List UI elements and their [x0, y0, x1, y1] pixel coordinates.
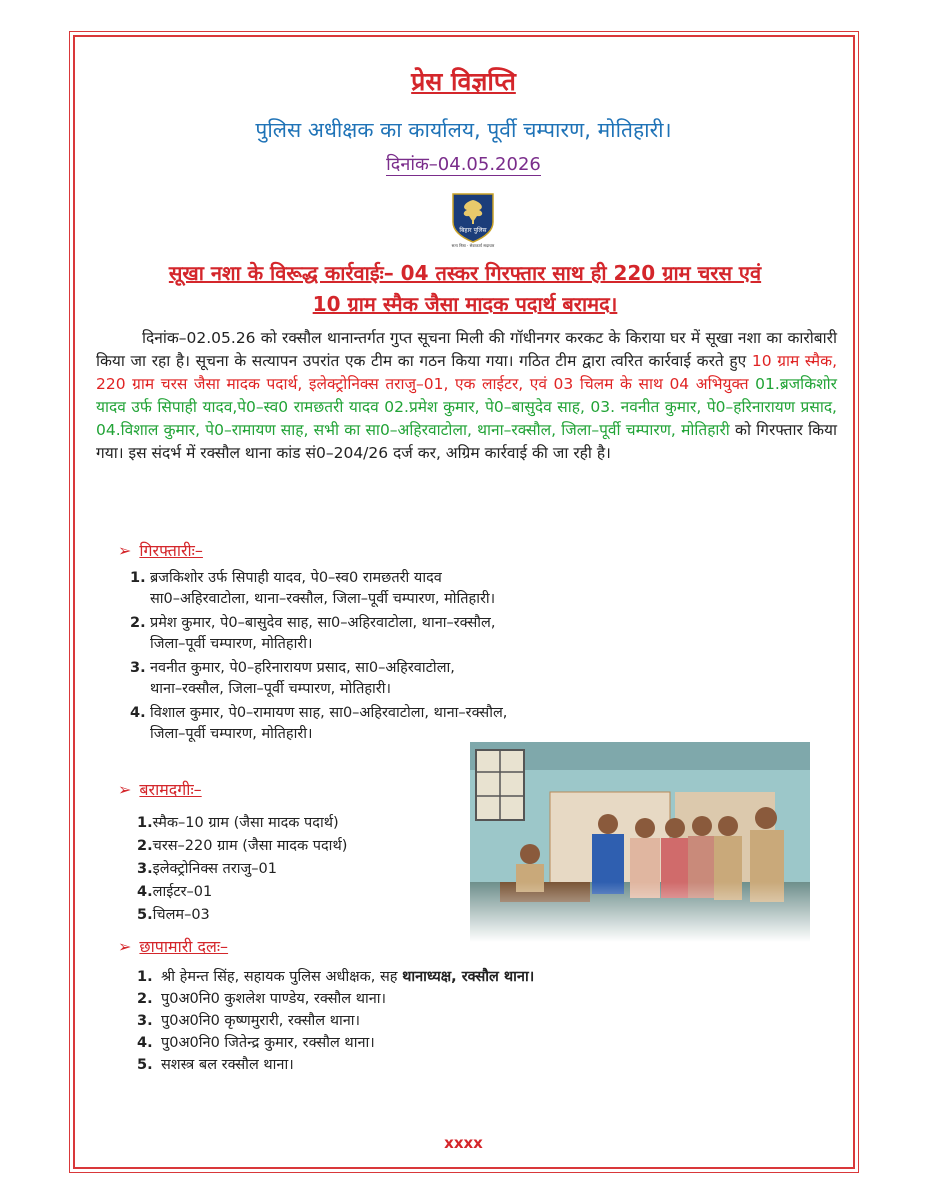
headline-line-1: सूखा नशा के विरूद्ध कार्रवाईः– 04 तस्कर गिरफ्तार साथ ही 220 ग्राम चरस एवं	[168, 261, 762, 285]
list-item: 4.लाईटर–01	[137, 884, 213, 900]
arrests-heading: ➢ गिरफ्तारीः–	[118, 541, 203, 560]
arrest-photo	[470, 742, 810, 942]
raid-team-list	[137, 966, 534, 1076]
headline-line-2: 10 ग्राम स्मैक जैसा मादक पदार्थ बरामद।	[312, 292, 618, 316]
footer-mark: xxxx	[444, 1134, 483, 1152]
list-item: 3.इलेक्ट्रोनिक्स तराजु–01	[137, 861, 277, 877]
list-item: 3. पु0अ0नि0 कृष्णमुरारी, रक्सौल थाना।	[137, 1013, 361, 1029]
press-body	[96, 327, 837, 465]
bihar-police-logo	[443, 190, 503, 248]
arrests-list	[130, 568, 600, 748]
arrow-bullet-icon: ➢	[118, 937, 132, 956]
release-date: दिनांक–04.05.2026	[386, 154, 541, 175]
list-item: 2. पु0अ0नि0 कुशलेश पाण्डेय, रक्सौल थाना।	[137, 991, 387, 1007]
list-item: 4. विशाल कुमार, पे0–रामायण साह, सा0–अहिरवाटोला, थाना–रक्सौल, जिला–पूर्वी चम्पारण, मोतिहारी।	[130, 705, 508, 742]
body-seized-items: 10 ग्राम स्मैक, 220 ग्राम चरस जैसा मादक पदार्थ, इलेक्ट्रोनिक्स तराजु–01, एक लाईटर, एवं 03 चिलम के साथ 04 अभियुक्त	[96, 352, 837, 393]
office-name: पुलिस अधीक्षक का कार्यालय, पूर्वी चम्पारण, मोतिहारी।	[255, 118, 672, 142]
arrow-bullet-icon: ➢	[118, 541, 132, 560]
list-item: 1. ब्रजकिशोर उर्फ सिपाही यादव, पे0–स्व0 रामछतरी यादव सा0–अहिरवाटोला, थाना–रक्सौल, जिला–पूर्वी चम्पारण, मोतिहारी।	[130, 570, 496, 607]
list-item: 1. श्री हेमन्त सिंह, सहायक पुलिस अधीक्षक, सह थानाध्यक्ष, रक्सौल थाना।	[137, 969, 535, 985]
body-intro: दिनांक–02.05.26 को रक्सौल थानान्तर्गत गुप्त सूचना मिली की गॉधीनगर करकट के किराया घर में सूखा नशा का कारोबारी किया जा रहा है। सूचना के सत्यापन उपरांत एक टीम का गठन किया गया। गठित टीम द्वारा त्वरित कार्रवाई करते हुए	[96, 329, 837, 370]
page-title: प्रेस विज्ञप्ति	[411, 67, 516, 96]
body-conclusion: को गिरफ्तार किया गया। इस संदर्भ में रक्सौल थाना कांड सं0–204/26 दर्ज कर, अग्रिम कार्रवाई की जा रही है।	[96, 421, 838, 462]
arrow-bullet-icon: ➢	[118, 780, 132, 799]
list-item: 3. नवनीत कुमार, पे0–हरिनारायण प्रसाद, सा0–अहिरवाटोला, थाना–रक्सौल, जिला–पूर्वी चम्पारण, मोतिहारी।	[130, 660, 455, 697]
raid-team-heading: ➢ छापामारी दलः–	[118, 937, 229, 956]
svg-text:बिहार पुलिस: बिहार पुलिस	[459, 227, 487, 234]
seizures-heading: ➢ बरामदगीः–	[118, 780, 202, 799]
list-item: 2. प्रमेश कुमार, पे0–बासुदेव साह, सा0–अहिरवाटोला, थाना–रक्सौल, जिला–पूर्वी चम्पारण, मोतिहारी।	[130, 615, 496, 652]
list-item: 5.चिलम–03	[137, 907, 210, 923]
list-item: 1.स्मैक–10 ग्राम (जैसा मादक पदार्थ)	[137, 815, 339, 831]
body-accused: 01.ब्रजकिशोर यादव उर्फ सिपाही यादव,पे0–स्व0 रामछतरी यादव 02.प्रमेश कुमार, पे0–बासुदेव साह, 03. नवनीत कुमार, पे0–हरिनारायण प्रसाद, 04.विशाल कुमार, पे0–रामायण साह, सभी का सा0–अहिरवाटोला, थाना–रक्सौल, जिला–पूर्वी चम्पारण, मोतिहारी	[96, 375, 837, 439]
list-item: 5. सशस्त्र बल रक्सौल थाना।	[137, 1057, 294, 1073]
list-item: 2.चरस–220 ग्राम (जैसा मादक पदार्थ)	[137, 838, 348, 854]
list-item: 4. पु0अ0नि0 जितेन्द्र कुमार, रक्सौल थाना।	[137, 1035, 375, 1051]
seizures-list	[137, 812, 347, 927]
svg-text:सत्य निष्ठा · सेवाकार्य सदाचार: सत्य निष्ठा · सेवाकार्य सदाचार	[451, 243, 495, 248]
